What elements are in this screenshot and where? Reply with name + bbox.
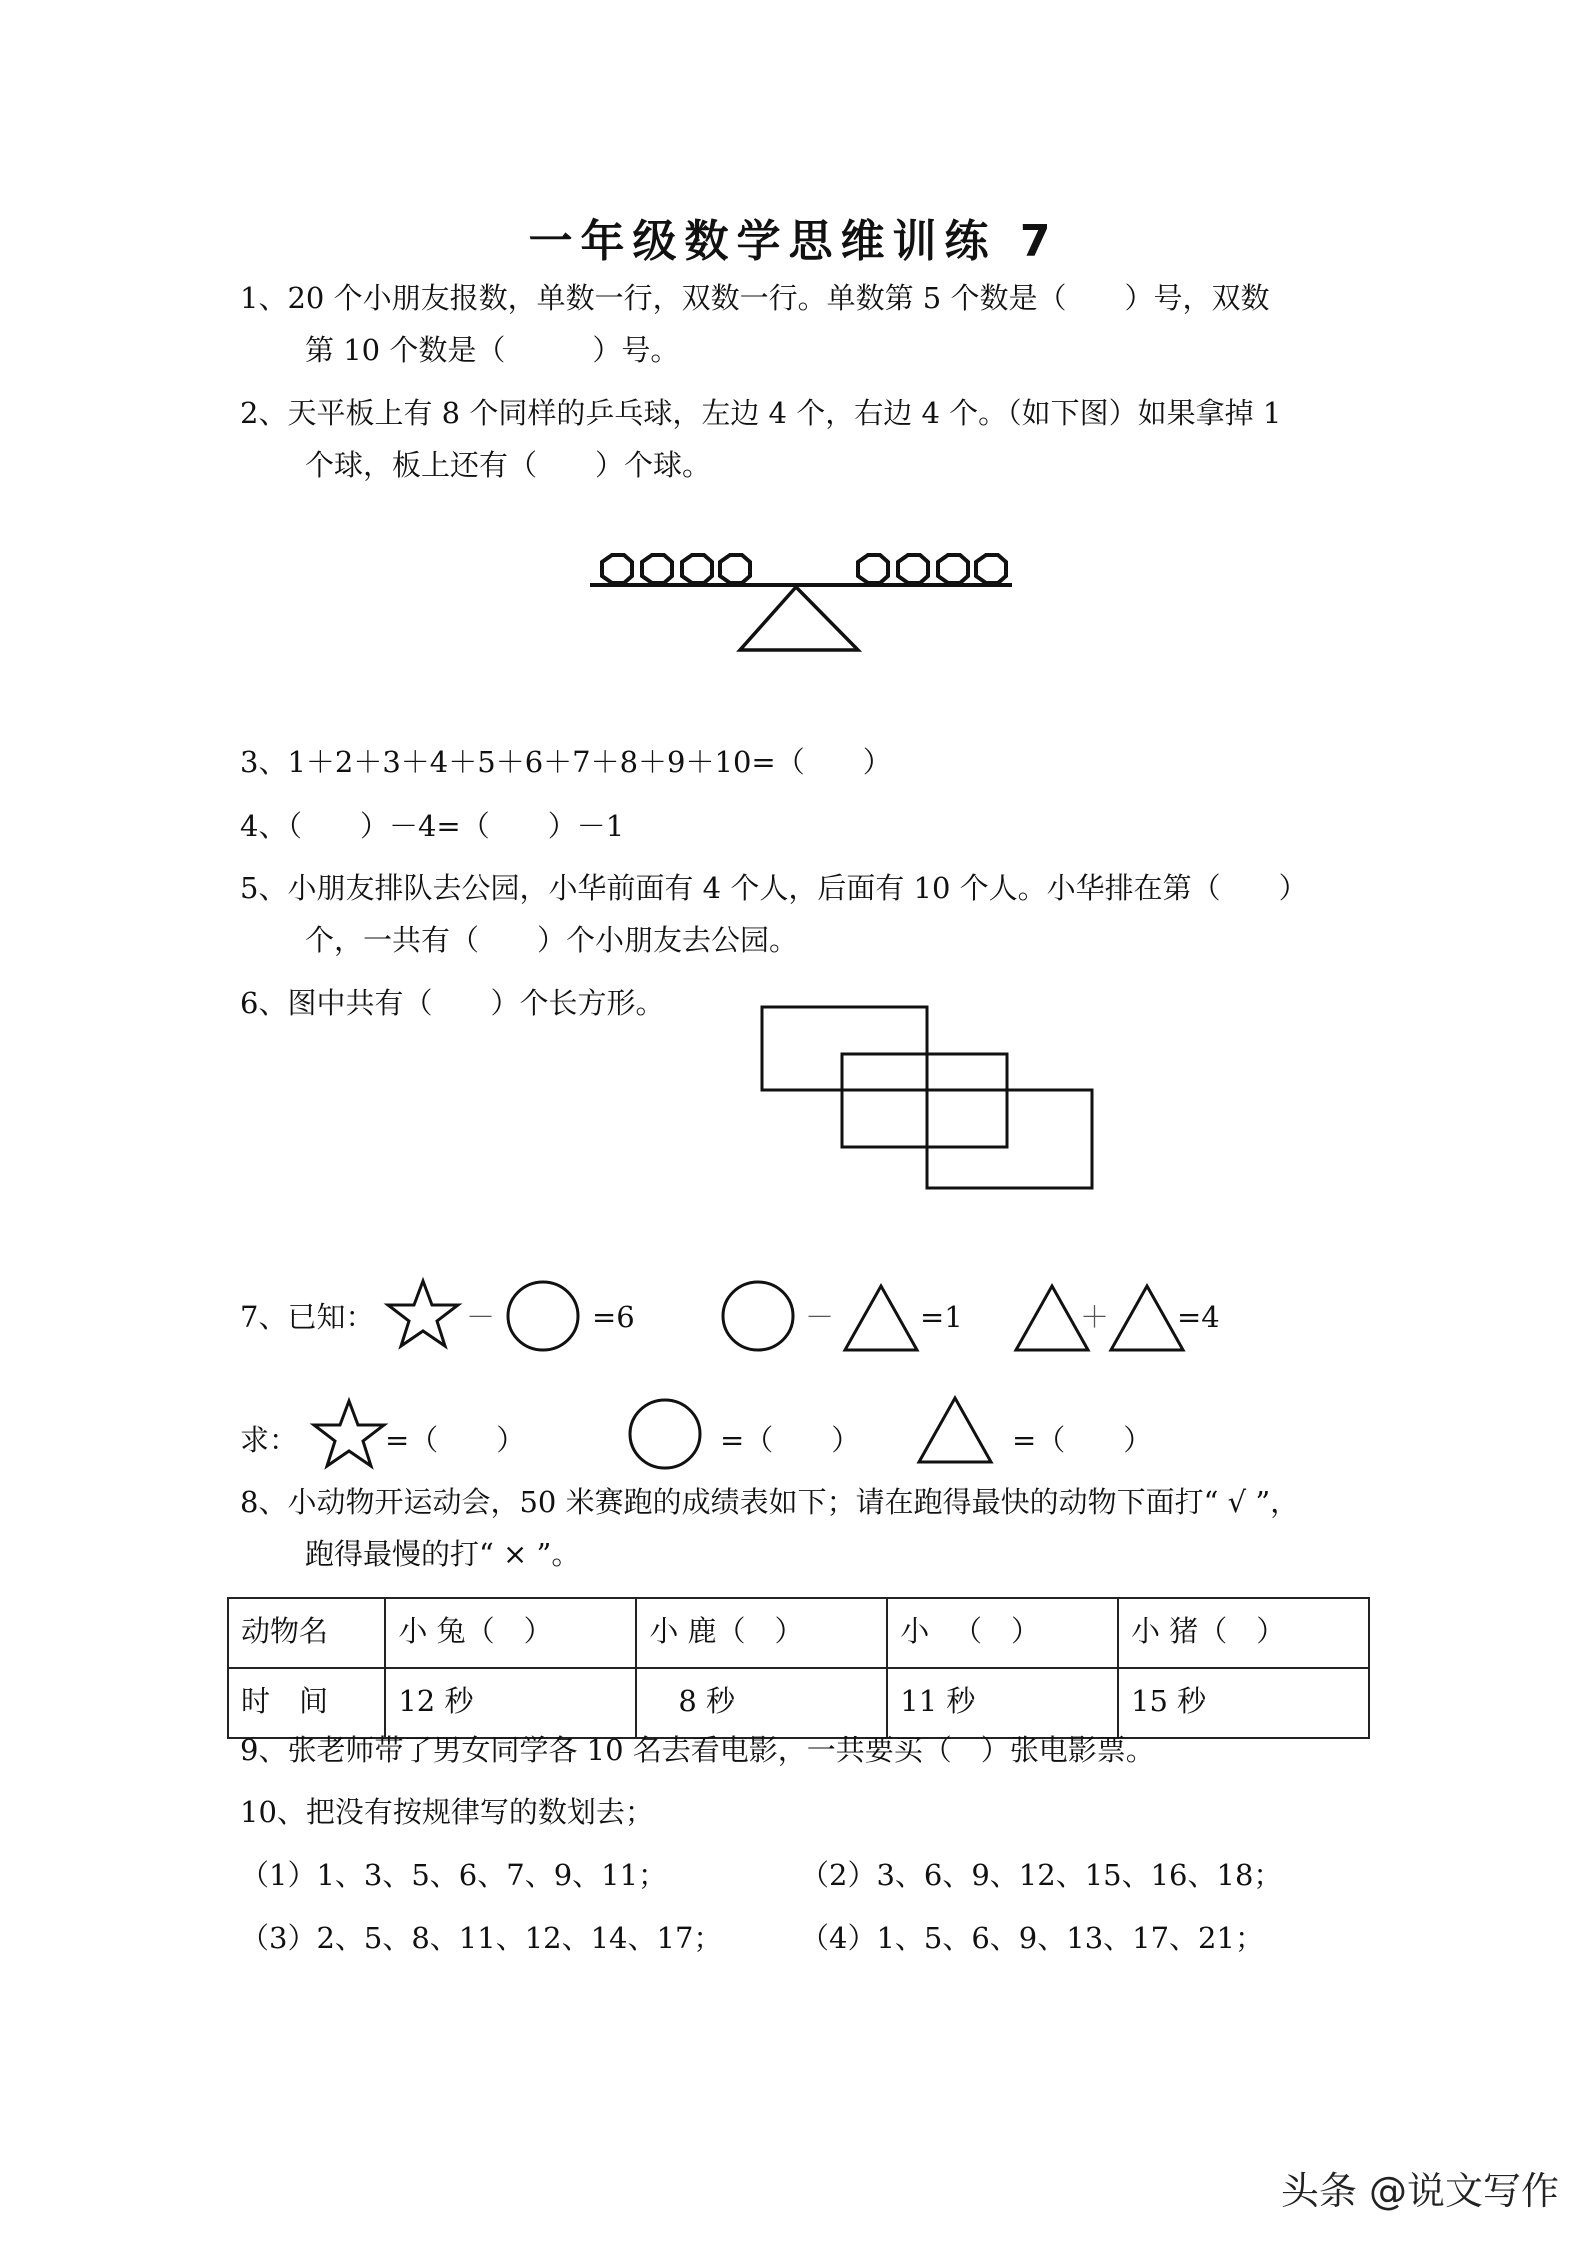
ball-icon [858, 555, 888, 583]
table-cell: 8 秒 [636, 1668, 887, 1738]
triangle-answer-blank[interactable]: =（ ） [1012, 1423, 1153, 1457]
circle-icon [505, 1280, 581, 1352]
triangle-icon [1108, 1283, 1186, 1353]
star-icon [385, 1278, 461, 1348]
equals-4: =4 [1177, 1300, 1220, 1334]
question-8-line-2: 跑得最慢的打“ × ”。 [305, 1537, 581, 1571]
question-2-line-2: 个球，板上还有（ ）个球。 [305, 448, 712, 482]
question-2-line-1: 2、天平板上有 8 个同样的乒乓球，左边 4 个，右边 4 个。（如下图）如果拿掉 1 [240, 396, 1282, 430]
question-6: 6、图中共有（ ）个长方形。 [240, 986, 665, 1020]
equals-6: =6 [592, 1300, 635, 1334]
sequence-item-4: （4）1、5、6、9、13、17、21； [800, 1921, 1264, 1955]
ball-icon [642, 555, 672, 583]
minus-sign: － [466, 1300, 496, 1334]
triangle-icon [916, 1395, 994, 1465]
table-cell: 动物名 [228, 1598, 385, 1668]
plus-sign: ＋ [1080, 1300, 1110, 1334]
table-cell[interactable]: 小 （ ） [887, 1598, 1118, 1668]
question-7-known-label: 7、已知： [240, 1300, 375, 1334]
circle-icon [627, 1398, 703, 1470]
table-cell: 15 秒 [1118, 1668, 1369, 1738]
table-cell[interactable]: 小 兔（ ） [385, 1598, 636, 1668]
overlapping-rectangles-figure [760, 1005, 1095, 1190]
minus-sign: － [805, 1300, 835, 1334]
page-title: 一年级数学思维训练 7 [528, 216, 1059, 267]
table-cell[interactable]: 小 鹿（ ） [636, 1598, 887, 1668]
fulcrum-triangle [740, 587, 858, 650]
table-cell[interactable]: 小 猪（ ） [1118, 1598, 1369, 1668]
sequence-item-1: （1）1、3、5、6、7、9、11； [240, 1858, 668, 1892]
sequence-item-3: （3）2、5、8、11、12、14、17； [240, 1921, 723, 1955]
equals-1: =1 [920, 1300, 963, 1334]
ball-icon [682, 555, 712, 583]
ball-icon [898, 555, 928, 583]
circle-answer-blank[interactable]: =（ ） [720, 1423, 861, 1457]
triangle-icon [842, 1283, 920, 1353]
ball-icon [976, 555, 1006, 583]
table-cell: 时 间 [228, 1668, 385, 1738]
sequence-item-2: （2）3、6、9、12、15、16、18； [800, 1858, 1283, 1892]
circle-icon [720, 1280, 796, 1352]
star-answer-blank[interactable]: =（ ） [385, 1423, 526, 1457]
table-cell: 11 秒 [887, 1668, 1118, 1738]
watermark: 头条 @说文写作 [1280, 2169, 1559, 2213]
question-1-line-1: 1、20 个小朋友报数，单数一行，双数一行。单数第 5 个数是（ ）号，双数 [240, 281, 1270, 315]
question-5-line-2: 个，一共有（ ）个小朋友去公园。 [305, 923, 799, 957]
ball-icon [602, 555, 632, 583]
ball-icon [720, 555, 750, 583]
balance-scale-figure [590, 545, 1020, 665]
question-10-title: 10、把没有按规律写的数划去； [240, 1795, 654, 1829]
table-row [228, 1668, 1369, 1738]
ball-icon [938, 555, 968, 583]
table-row [228, 1598, 1369, 1668]
question-3: 3、1＋2＋3＋4＋5＋6＋7＋8＋9＋10=（ ） [240, 745, 892, 779]
table-cell: 12 秒 [385, 1668, 636, 1738]
question-9: 9、张老师带了男女同学各 10 名去看电影，一共要买（ ）张电影票。 [240, 1733, 1155, 1767]
question-5-line-1: 5、小朋友排队去公园，小华前面有 4 个人，后面有 10 个人。小华排在第（ ） [240, 871, 1308, 905]
question-7-find-label: 求： [240, 1423, 299, 1457]
race-results-table [227, 1597, 1370, 1739]
star-icon [311, 1398, 387, 1468]
question-4: 4、（ ）－4=（ ）－1 [240, 809, 625, 843]
question-8-line-1: 8、小动物开运动会，50 米赛跑的成绩表如下；请在跑得最快的动物下面打“ √ ”， [240, 1485, 1300, 1519]
question-1-line-2: 第 10 个数是（ ）号。 [305, 333, 680, 367]
